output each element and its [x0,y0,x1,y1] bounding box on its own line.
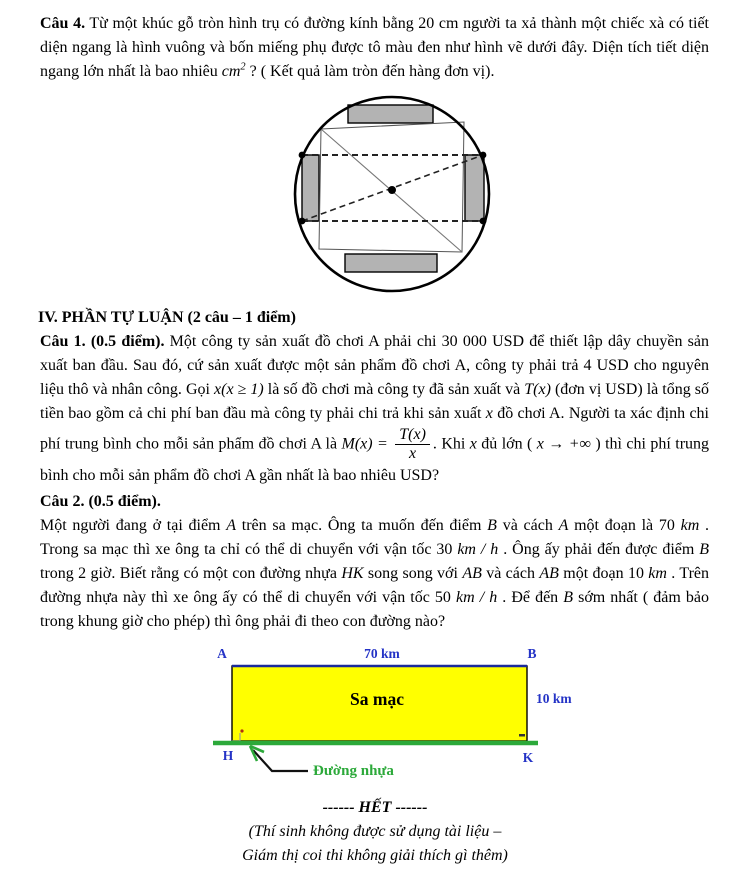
label-point-a: A [217,645,227,661]
chord-point-bottom-right [480,218,487,225]
footer-note-line-1: (Thí sinh không được sử dụng tài liệu – [248,822,502,840]
corner-mark-right [519,734,525,737]
end-marker: ------ HẾT ------ [322,798,428,816]
label-point-b: B [527,645,537,661]
question-2-paragraph: Một người đang ở tại điểm A trên sa mạc. Ông ta muốn đến điểm B và cách A một đoạn là 70 km . Trong sa mạc thì xe ông ta chỉ có thể di chuyển với vận tốc 30 km / h . Ông ấy phải đến được điểm B trong 2 giờ. Biết rằng có một con đường nhựa HK song song với AB và cách AB một đoạn 10 km . Trên đường nhựa này thì xe ông ấy có thể di chuyển với vận tốc 50 km / h . Để đến B sớm nhất ( đảm bảo trong khung giờ cho phép) thì ông phải đi theo con đường nào? [40,516,710,630]
corner-dot-left [240,729,243,732]
document-footer [25,796,725,868]
label-distance-ab: 70 km [364,645,400,661]
label-desert-region: Sa mạc [350,688,404,709]
center-point [388,186,396,194]
question-2-title: Câu 2. (0.5 điểm). [40,492,161,510]
chord-point-top-right [480,152,487,159]
footer-note-line-2: Giám thị coi thi không giải thích gì thêm) [242,846,508,864]
label-road: Đường nhựa [313,762,394,779]
shaded-plank-top [348,105,433,123]
section-heading: IV. PHẦN TỰ LUẬN (2 câu – 1 điểm) [38,309,296,326]
chord-point-top-left [299,152,306,159]
chord-point-bottom-left [299,218,306,225]
math-fraction: $\frac{T(x)}{x}$ [395,426,430,464]
shaded-plank-bottom [345,254,437,272]
shaded-plank-right [465,155,484,221]
question-4-paragraph: Câu 4. Từ một khúc gỗ tròn hình trụ có đường kính bằng 20 cm người ta xả thành một chiếc xà có tiết diện ngang là hình vuông và bốn miếng phụ được tô màu đen như hình vẽ dưới đây. Diện tích tiết diện ngang lớn nhất là bao nhiêu $cm^2$ ? ( Kết quả làm tròn đến hàng đơn vị). [40,15,709,80]
desert-route-figure [180,644,605,794]
label-point-h: H [222,747,234,763]
label-distance-bk: 10 km [536,690,572,706]
label-point-k: K [522,749,534,765]
shaded-plank-left [302,155,319,221]
question-1-paragraph: Câu 1. (0.5 điểm). Một công ty sản xuất đồ chơi A phải chi 30 000 USD để thiết lập dây chuyền sản xuất ban đầu. Sau đó, cứ sản xuất được một sản phẩm đồ chơi A, công ty phải trả 4 USD cho nguyên liệu thô và nhân công. Gọi x(x ≥ 1) là số đồ chơi mà công ty đã sản xuất và T(x) (đơn vị USD) là tổng số tiền bao gồm cả chi phí ban đầu mà công ty phải chi trả khi sản xuất x đồ chơi A. Người ta xác định chi phí trung bình cho mỗi sản phẩm đồ chơi A là M(x) = $\frac{T(x)}{x}$ . Khi x đủ lớn ( x → +∞ ) thì chi phí trung bình cho mỗi sản phẩm đồ chơi A gần nhất là bao nhiêu USD? [40,333,710,484]
callout-arrow-shaft [253,750,308,771]
log-cross-section-figure [283,92,505,294]
